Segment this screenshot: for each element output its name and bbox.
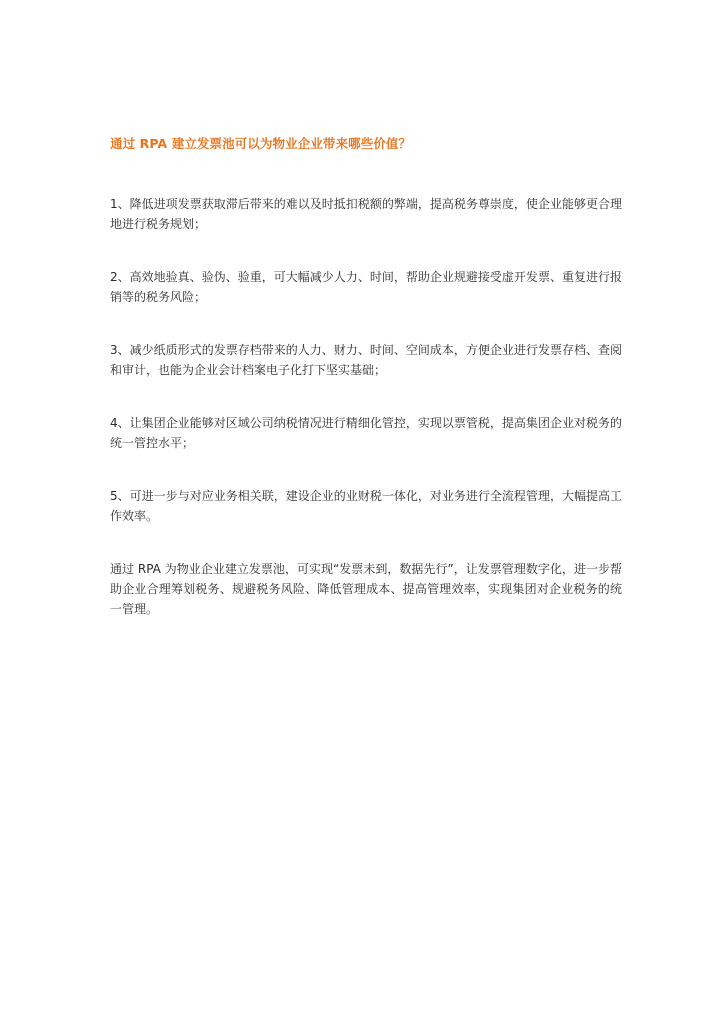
- point-1: 1、降低进项发票获取滞后带来的难以及时抵扣税额的弊端，提高税务尊崇度，使企业能够更合理地进行税务规划；: [110, 197, 622, 231]
- point-4: 4、让集团企业能够对区域公司纳税情况进行精细化管控，实现以票管税，提高集团企业对税务的统一管控水平；: [110, 416, 622, 450]
- conclusion-paragraph: 通过 RPA 为物业企业建立发票池，可实现“发票未到，数据先行”，让发票管理数字化，进一步帮助企业合理筹划税务、规避税务风险、降低管理成本、提高管理效率，实现集团对企业税务的统一管理。: [110, 562, 622, 616]
- document-content: [110, 134, 622, 619]
- point-3: 3、减少纸质形式的发票存档带来的人力、财力、时间、空间成本，方便企业进行发票存档、查阅和审计，也能为企业会计档案电子化打下坚实基础；: [110, 343, 622, 377]
- point-2: 2、高效地验真、验伪、验重，可大幅减少人力、时间，帮助企业规避接受虚开发票、重复进行报销等的税务风险；: [110, 270, 622, 304]
- document-heading: 通过 RPA 建立发票池可以为物业企业带来哪些价值？: [110, 136, 412, 151]
- point-5: 5、可进一步与对应业务相关联，建设企业的业财税一体化，对业务进行全流程管理，大幅提高工作效率。: [110, 489, 622, 523]
